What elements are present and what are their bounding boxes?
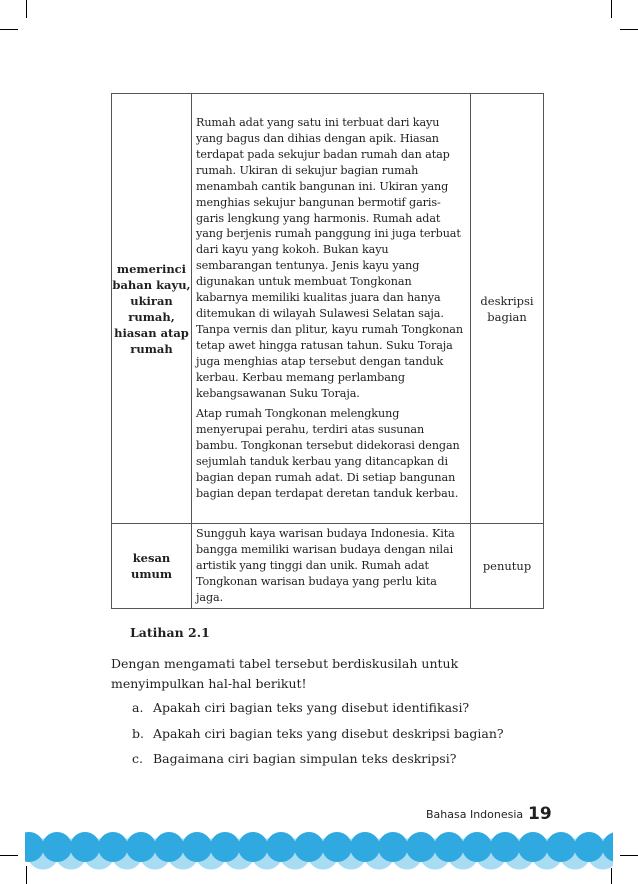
wave-dark-row — [25, 832, 613, 862]
wave-scallop — [126, 832, 156, 862]
wave-scallop — [210, 832, 240, 862]
question-text: Bagaimana ciri bagian simpulan teks deskripsi? — [153, 751, 457, 766]
content-paragraph: Sungguh kaya warisan budaya Indonesia. Kita bangga memiliki warisan budaya dengan nilai artistik yang tinggi dan unik. Rumah adat Tongkonan warisan budaya yang perlu kita jaga. — [196, 527, 455, 604]
question-item — [132, 700, 469, 715]
footer-book-title: Bahasa Indonesia — [426, 808, 524, 821]
wave-scallop — [322, 832, 352, 862]
wave-scallop — [266, 832, 296, 862]
crop-mark — [620, 29, 638, 30]
table-row — [112, 524, 544, 609]
wave-scallop — [182, 832, 212, 862]
content-paragraph: Rumah adat yang satu ini terbuat dari kayu yang bagus dan dihias dengan apik. Hiasan terdapat pada sekujur badan rumah dan atap rumah. Ukiran di sekujur bagian rumah menambah cantik bangunan ini. Ukiran yang menghias sekujur bangunan bermotif garis-garis lengkung yang harmonis. Rumah adat yang berjenis rumah panggung ini juga terbuat dari kayu yang kokoh. Bukan kayu sembarangan tentunya. Jenis kayu yang digunakan untuk membuat Tongkonan kabarnya memiliki kualitas juara dan hanya ditemukan di wilayah Sulawesi Selatan saja. Tanpa vernis dan plitur, kayu rumah Tongkonan tetap awet hingga ratusan tahun. Suku Toraja juga menghias atap tersebut dengan tanduk kerbau. Kerbau memang perlambang kebangsawanan Suku Toraja. — [196, 116, 463, 400]
row-part: penutup — [471, 524, 544, 609]
wave-scallop — [42, 832, 72, 862]
wave-scallop — [350, 832, 380, 862]
crop-mark — [620, 855, 638, 856]
row-label: memerinci bahan kayu, ukiran rumah, hiasan atap rumah — [112, 94, 192, 524]
question-text: Apakah ciri bagian teks yang disebut identifikasi? — [153, 700, 470, 715]
crop-mark — [0, 855, 18, 856]
question-letter: c. — [132, 751, 143, 766]
wave-scallop — [462, 832, 492, 862]
exercise-title: Latihan 2.1 — [130, 625, 210, 640]
page-number: 19 — [528, 804, 552, 824]
crop-mark — [611, 0, 612, 18]
question-item — [132, 726, 504, 741]
wave-scallop — [434, 832, 464, 862]
question-letter: a. — [132, 700, 144, 715]
wave-scallop — [378, 832, 408, 862]
question-letter: b. — [132, 726, 144, 741]
row-content — [192, 524, 471, 609]
wave-scallop — [490, 832, 520, 862]
table-row — [112, 94, 544, 524]
row-part: deskripsi bagian — [471, 94, 544, 524]
content-paragraph: Atap rumah Tongkonan melengkung menyerupai perahu, terdiri atas susunan bambu. Tongkonan tersebut didekorasi dengan sejumlah tanduk kerbau yang ditancapkan di bagian depan rumah adat. Di setiap bangunan bagian depan terdapat deretan tanduk kerbau. — [196, 407, 460, 500]
row-content — [192, 94, 471, 524]
wave-scallop — [154, 832, 184, 862]
crop-mark — [0, 29, 18, 30]
wave-scallop — [98, 832, 128, 862]
question-item — [132, 751, 456, 766]
wave-scallop — [518, 832, 548, 862]
wave-scallop — [294, 832, 324, 862]
wave-scallop — [406, 832, 436, 862]
wave-scallop — [238, 832, 268, 862]
crop-mark — [26, 0, 27, 18]
row-label: kesan umum — [112, 524, 192, 609]
wave-decoration — [25, 829, 613, 874]
wave-scallop — [574, 832, 604, 862]
wave-scallop — [70, 832, 100, 862]
exercise-intro: Dengan mengamati tabel tersebut berdiskusilah untuk menyimpulkan hal-hal berikut! — [111, 656, 459, 691]
wave-scallop — [546, 832, 576, 862]
question-text: Apakah ciri bagian teks yang disebut deskripsi bagian? — [153, 726, 504, 741]
description-structure-table — [111, 93, 544, 609]
